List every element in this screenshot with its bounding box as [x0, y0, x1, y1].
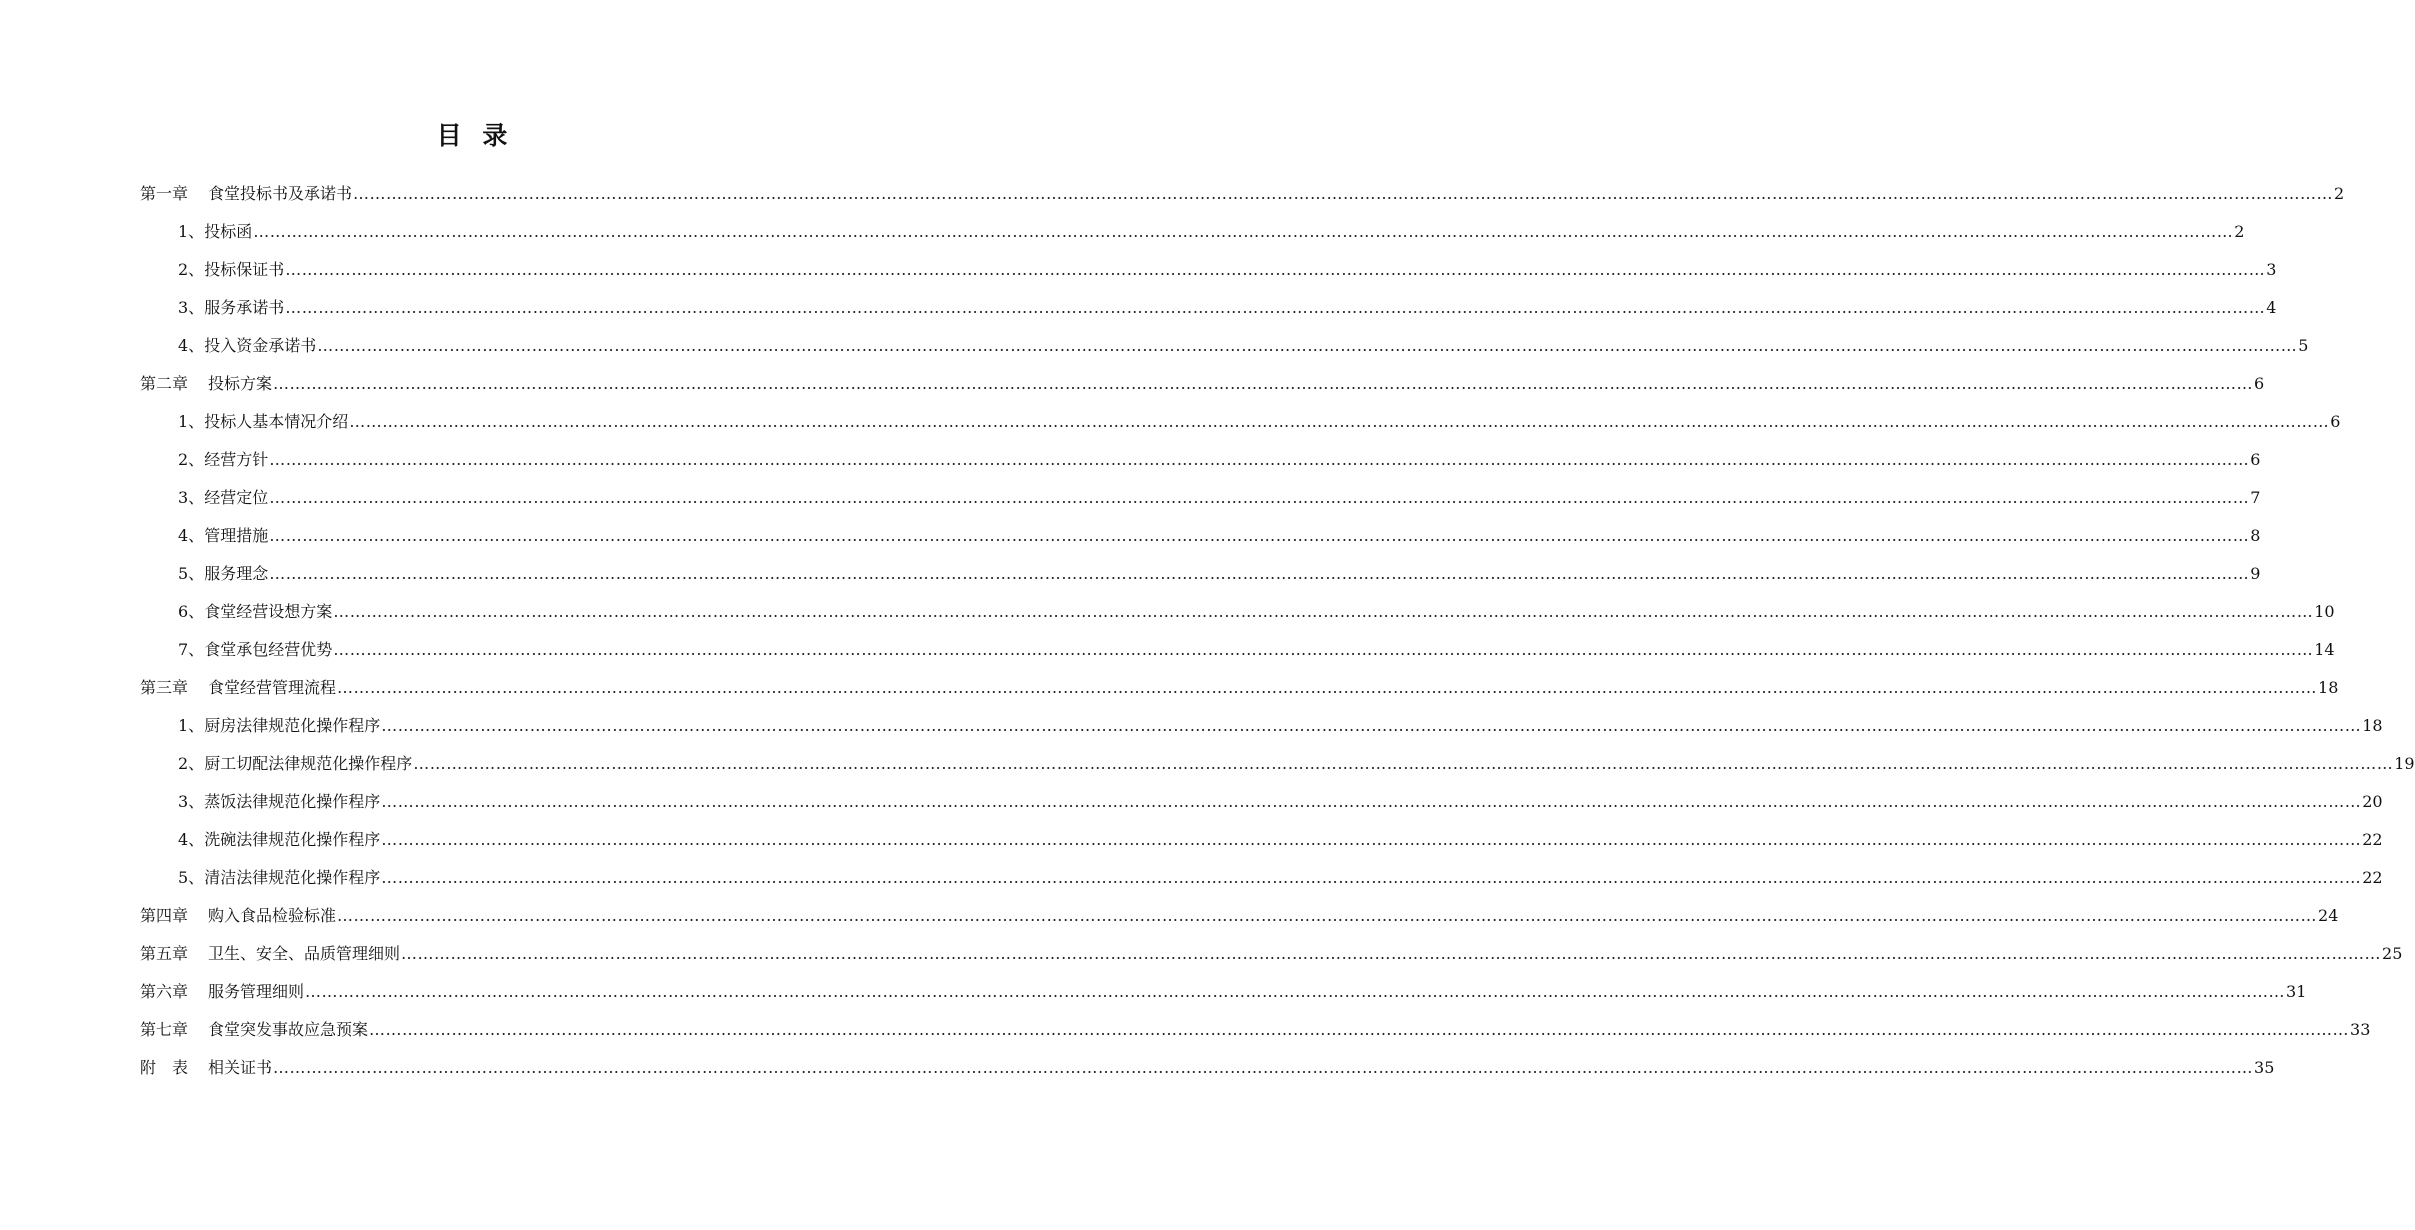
toc-section-entry — [178, 441, 2261, 479]
toc-chapter-entry — [140, 973, 2307, 1011]
toc-entry-title: 食堂经营管理流程 — [208, 678, 337, 697]
toc-chapter-entry — [140, 1049, 2275, 1087]
toc-chapter-entry — [140, 365, 2265, 403]
toc-chapter-entry — [140, 175, 2345, 213]
page-number: 6 — [2250, 450, 2261, 469]
section-number: 4、 — [178, 336, 205, 355]
toc-entry-title: 蒸饭法律规范化操作程序 — [204, 792, 381, 811]
dot-leader: ……………………………………………………………………………………………………………………………………………………………………………………………………………………………………………………………………………………………………………………………… — [349, 412, 2330, 431]
section-number: 3、 — [178, 792, 205, 811]
dot-leader: ……………………………………………………………………………………………………………………………………………………………………………………………………………………………………………………………………………………………………………………………… — [413, 754, 2394, 773]
toc-entry-label — [178, 821, 380, 859]
page-number: 33 — [2350, 1020, 2371, 1039]
section-number: 2、 — [178, 754, 205, 773]
page-number: 14 — [2314, 640, 2335, 659]
toc-entry-label — [178, 479, 268, 517]
dot-leader: ……………………………………………………………………………………………………………………………………………………………………………………………………………………………………………………………………………………………………………………………… — [269, 526, 2250, 545]
dot-leader: ……………………………………………………………………………………………………………………………………………………………………………………………………………………………………………………………………………………………………………………………… — [269, 564, 2250, 583]
toc-entry-title: 食堂经营设想方案 — [204, 602, 333, 621]
section-number: 2、 — [178, 260, 205, 279]
chapter-number: 第七章 — [140, 1020, 189, 1039]
toc-entry-title: 服务承诺书 — [204, 298, 285, 317]
page-number: 2 — [2334, 184, 2345, 203]
toc-entry-label — [178, 593, 332, 631]
toc-entry-title: 卫生、安全、品质管理细则 — [208, 944, 401, 963]
toc-entry-label — [140, 175, 352, 213]
toc-entry-title: 食堂投标书及承诺书 — [208, 184, 353, 203]
toc-section-entry — [178, 555, 2261, 593]
toc-entry-label — [178, 631, 332, 669]
toc-entry-label — [140, 365, 272, 403]
chapter-number: 第一章 — [140, 184, 189, 203]
page-number: 18 — [2362, 716, 2383, 735]
dot-leader: ……………………………………………………………………………………………………………………………………………………………………………………………………………………………………………………………………………………………………………………………… — [333, 640, 2314, 659]
toc-entry-label — [178, 707, 380, 745]
toc-chapter-entry — [140, 935, 2403, 973]
toc-entry-label — [178, 745, 412, 783]
dot-leader: ……………………………………………………………………………………………………………………………………………………………………………………………………………………………………………………………………………………………………………………………… — [401, 944, 2382, 963]
toc-entry-title: 经营方针 — [204, 450, 269, 469]
dot-leader: ……………………………………………………………………………………………………………………………………………………………………………………………………………………………………………………………………………………………………………………………… — [381, 830, 2362, 849]
toc-entry-label — [140, 935, 400, 973]
toc-entry-label — [178, 441, 268, 479]
toc-entry-label — [178, 327, 316, 365]
toc-section-entry — [178, 517, 2261, 555]
toc-entry-title: 投标函 — [204, 222, 253, 241]
section-number: 3、 — [178, 298, 205, 317]
toc-entry-title: 食堂承包经营优势 — [204, 640, 333, 659]
toc-entry-title: 投入资金承诺书 — [204, 336, 317, 355]
chapter-number: 第三章 — [140, 678, 189, 697]
toc-entry-label — [178, 859, 380, 897]
dot-leader: ……………………………………………………………………………………………………………………………………………………………………………………………………………………………………………………………………………………………………………………………… — [273, 374, 2254, 393]
section-number: 1、 — [178, 716, 205, 735]
dot-leader: ……………………………………………………………………………………………………………………………………………………………………………………………………………………………………………………………………………………………………………………………… — [285, 260, 2266, 279]
section-number: 7、 — [178, 640, 205, 659]
toc-entry-title: 经营定位 — [204, 488, 269, 507]
toc-entry-title: 厨工切配法律规范化操作程序 — [204, 754, 413, 773]
toc-section-entry — [178, 479, 2261, 517]
toc-entry-label — [178, 517, 268, 555]
toc-entry-label — [140, 1011, 368, 1049]
toc-entry-label — [140, 1049, 272, 1087]
chapter-number: 第四章 — [140, 906, 189, 925]
section-number: 2、 — [178, 450, 205, 469]
section-number: 4、 — [178, 830, 205, 849]
page-number: 19 — [2394, 754, 2415, 773]
dot-leader: ……………………………………………………………………………………………………………………………………………………………………………………………………………………………………………………………………………………………………………………………… — [381, 868, 2362, 887]
page-number: 35 — [2254, 1058, 2275, 1077]
toc-entry-title: 投标方案 — [208, 374, 273, 393]
section-number: 6、 — [178, 602, 205, 621]
toc-section-entry — [178, 327, 2309, 365]
dot-leader: ……………………………………………………………………………………………………………………………………………………………………………………………………………………………………………………………………………………………………………………………… — [269, 450, 2250, 469]
dot-leader: ……………………………………………………………………………………………………………………………………………………………………………………………………………………………………………………………………………………………………………………………… — [353, 184, 2334, 203]
page-number: 4 — [2266, 298, 2277, 317]
toc-entry-label — [178, 783, 380, 821]
dot-leader: ……………………………………………………………………………………………………………………………………………………………………………………………………………………………………………………………………………………………………………………………… — [369, 1020, 2350, 1039]
section-number: 4、 — [178, 526, 205, 545]
chapter-number: 第五章 — [140, 944, 189, 963]
page-number: 20 — [2362, 792, 2383, 811]
page-number: 24 — [2318, 906, 2339, 925]
dot-leader: ……………………………………………………………………………………………………………………………………………………………………………………………………………………………………………………………………………………………………………………………… — [381, 792, 2362, 811]
section-number: 1、 — [178, 412, 205, 431]
toc-section-entry — [178, 821, 2383, 859]
toc-entry-title: 管理措施 — [204, 526, 269, 545]
dot-leader: ……………………………………………………………………………………………………………………………………………………………………………………………………………………………………………………………………………………………………………………………… — [305, 982, 2286, 1001]
page-title: 目 录 — [436, 121, 514, 150]
page-number: 2 — [2234, 222, 2245, 241]
page-number: 31 — [2286, 982, 2307, 1001]
toc-section-entry — [178, 745, 2415, 783]
dot-leader: ……………………………………………………………………………………………………………………………………………………………………………………………………………………………………………………………………………………………………………………………… — [269, 488, 2250, 507]
toc-entry-title: 服务管理细则 — [208, 982, 305, 1001]
toc-section-entry — [178, 707, 2383, 745]
toc-entry-label — [140, 897, 336, 935]
toc-entry-title: 食堂突发事故应急预案 — [208, 1020, 369, 1039]
dot-leader: ……………………………………………………………………………………………………………………………………………………………………………………………………………………………………………………………………………………………………………………………… — [333, 602, 2314, 621]
page-number: 10 — [2314, 602, 2335, 621]
page-number: 6 — [2330, 412, 2341, 431]
toc-section-entry — [178, 859, 2383, 897]
section-number: 3、 — [178, 488, 205, 507]
dot-leader: ……………………………………………………………………………………………………………………………………………………………………………………………………………………………………………………………………………………………………………………………… — [337, 906, 2318, 925]
toc-entry-title: 清洁法律规范化操作程序 — [204, 868, 381, 887]
toc-entry-label — [178, 213, 252, 251]
dot-leader: ……………………………………………………………………………………………………………………………………………………………………………………………………………………………………………………………………………………………………………………………… — [317, 336, 2298, 355]
page-number: 22 — [2362, 830, 2383, 849]
toc-chapter-entry — [140, 1011, 2371, 1049]
chapter-number: 第二章 — [140, 374, 189, 393]
page-number: 9 — [2250, 564, 2261, 583]
toc-entry-label — [140, 973, 304, 1011]
toc-section-entry — [178, 289, 2277, 327]
page-number: 5 — [2298, 336, 2309, 355]
page-number: 8 — [2250, 526, 2261, 545]
toc-entry-title: 厨房法律规范化操作程序 — [204, 716, 381, 735]
toc-entry-label — [178, 403, 348, 441]
toc-section-entry — [178, 403, 2341, 441]
toc-entry-label — [178, 555, 268, 593]
dot-leader: ……………………………………………………………………………………………………………………………………………………………………………………………………………………………………………………………………………………………………………………………… — [381, 716, 2362, 735]
toc-entry-label — [178, 289, 284, 327]
dot-leader: ……………………………………………………………………………………………………………………………………………………………………………………………………………………………………………………………………………………………………………………………… — [285, 298, 2266, 317]
toc-chapter-entry — [140, 897, 2339, 935]
dot-leader: ……………………………………………………………………………………………………………………………………………………………………………………………………………………………………………………………………………………………………………………………… — [273, 1058, 2254, 1077]
chapter-number: 附 表 — [140, 1058, 189, 1077]
page-number: 6 — [2254, 374, 2265, 393]
page-number: 18 — [2318, 678, 2339, 697]
page-number: 25 — [2382, 944, 2403, 963]
page-number: 22 — [2362, 868, 2383, 887]
toc-section-entry — [178, 251, 2277, 289]
toc-entry-title: 相关证书 — [208, 1058, 273, 1077]
toc-entry-title: 投标保证书 — [204, 260, 285, 279]
section-number: 5、 — [178, 564, 205, 583]
toc-entry-title: 投标人基本情况介绍 — [204, 412, 349, 431]
toc-entry-title: 洗碗法律规范化操作程序 — [204, 830, 381, 849]
toc-section-entry — [178, 783, 2383, 821]
toc-entry-label — [178, 251, 284, 289]
dot-leader: ……………………………………………………………………………………………………………………………………………………………………………………………………………………………………………………………………………………………………………………………… — [337, 678, 2318, 697]
section-number: 1、 — [178, 222, 205, 241]
page-number: 3 — [2266, 260, 2277, 279]
dot-leader: ……………………………………………………………………………………………………………………………………………………………………………………………………………………………………………………………………………………………………………………………… — [253, 222, 2234, 241]
toc-chapter-entry — [140, 669, 2339, 707]
page-number: 7 — [2250, 488, 2261, 507]
toc-section-entry — [178, 631, 2335, 669]
section-number: 5、 — [178, 868, 205, 887]
chapter-number: 第六章 — [140, 982, 189, 1001]
toc-entry-title: 服务理念 — [204, 564, 269, 583]
toc-section-entry — [178, 593, 2335, 631]
toc-entry-label — [140, 669, 336, 707]
toc-section-entry — [178, 213, 2245, 251]
toc-entry-title: 购入食品检验标准 — [208, 906, 337, 925]
